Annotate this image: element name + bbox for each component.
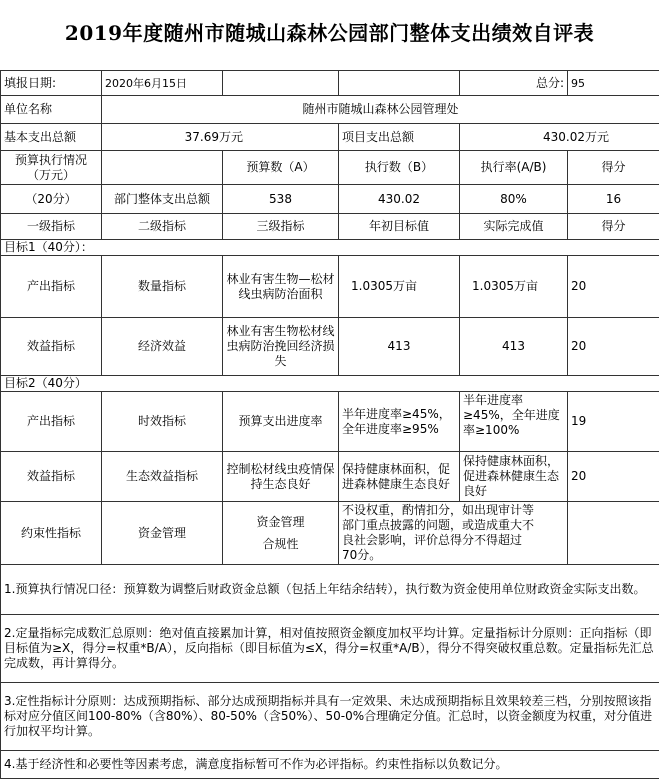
table-row [1,256,659,318]
fill-date-label: 填报日期: [1,71,102,96]
budget-label [1,151,102,185]
score-cell: 20 [568,256,659,318]
unit-row [1,96,659,124]
level1-cell: 效益指标 [1,452,102,502]
budget-row-label: 部门整体支出总额 [102,185,223,214]
total-score-label: 总分: [460,71,568,96]
constraint-text: 不设权重，酌情扣分，如出现审计等部门重点披露的问题，或造成重大不良社会影响，评价总得分不得超过70分。 [339,502,568,565]
unit-label: 单位名称 [1,96,102,124]
level2-cell: 时效指标 [102,392,223,452]
target-cell: 1.0305万亩 [339,256,460,318]
budget-label-line2: （万元） [26,167,75,182]
project-spending-label: 项目支出总额 [339,124,460,151]
level2-cell: 生态效益指标 [102,452,223,502]
table-row [1,318,659,376]
level3-cell: 林业有害生物松材线虫病防治挽回经济损失 [223,318,339,376]
col-budget: 预算数（A） [223,151,339,185]
budget-values-row [1,185,659,214]
level1-cell: 产出指标 [1,256,102,318]
budget-header-row [1,151,659,185]
project-spending-value: 430.02万元 [460,124,659,151]
empty-cell [223,71,339,96]
level2-cell: 数量指标 [102,256,223,318]
target-cell: 413 [339,318,460,376]
note-row [1,615,659,683]
score-cell: 20 [568,318,659,376]
exec-value: 430.02 [339,185,460,214]
level3-cell: 林业有害生物—松材线虫病防治面积 [223,256,339,318]
actual-cell: 1.0305万亩 [460,256,568,318]
rate-value: 80% [460,185,568,214]
budget-label-line1: 预算执行情况 [14,152,87,167]
constraint-level1: 约束性指标 [1,502,102,565]
constraint-level3 [223,502,339,565]
note-4: 4.基于经济性和必要性等因素考虑，满意度指标暂可不作为必评指标。约束性指标以负数记分。 [1,751,659,779]
basic-spending-value: 37.69万元 [102,124,339,151]
constraint-level3-b: 合规性 [262,537,299,551]
indicator-header-row [1,214,659,240]
goal2-label-row [1,376,659,392]
col-exec: 执行数（B） [339,151,460,185]
level2-header: 二级指标 [102,214,223,240]
level1-cell: 效益指标 [1,318,102,376]
goal1-label: 目标1（40分）： [1,240,659,256]
level2-cell: 经济效益 [102,318,223,376]
level3-header: 三级指标 [223,214,339,240]
table-row [1,452,659,502]
budget-value: 538 [223,185,339,214]
col-score: 得分 [568,151,659,185]
constraint-row [1,502,659,565]
page-title: 2019年度随州市随城山森林公园部门整体支出绩效自评表 [64,21,595,45]
actual-cell: 半年进度率≥45%，全年进度率≥100% [460,392,568,452]
table-row [1,392,659,452]
note-1: 1.预算执行情况口径：预算数为调整后财政资金总额（包括上年结余结转），执行数为资金使用单位财政资金实际支出数。 [1,565,659,615]
level3-cell: 预算支出进度率 [223,392,339,452]
note-3: 3.定性指标计分原则：达成预期指标、部分达成预期指标并具有一定效果、未达成预期指标且效果较差三档，分别按照该指标对应分值区间100-80%（含80%）、80-50%（含50%）、50-0%合理确定分值。汇总时，以资金额度为权重，对分值进行加权平均计算。 [1,683,659,751]
empty-cell [102,151,223,185]
note-row [1,751,659,779]
col-rate: 执行率(A/B) [460,151,568,185]
basic-spending-label: 基本支出总额 [1,124,102,151]
constraint-level2: 资金管理 [102,502,223,565]
score-cell: 20 [568,452,659,502]
actual-cell: 保持健康林面积，促进森林健康生态良好 [460,452,568,502]
level1-header: 一级指标 [1,214,102,240]
target-header: 年初目标值 [339,214,460,240]
target-cell: 半年进度率≥45%，全年进度率≥95% [339,392,460,452]
spending-row [1,124,659,151]
evaluation-table [0,70,659,779]
score-value: 16 [568,185,659,214]
note-row [1,565,659,615]
unit-value: 随州市随城山森林公园管理处 [102,96,659,124]
empty-cell [568,502,659,565]
level1-cell: 产出指标 [1,392,102,452]
note-2: 2.定量指标完成数汇总原则：绝对值直接累加计算，相对值按照资金额度加权平均计算。定量指标计分原则：正向指标（即目标值为≥X，得分=权重*B/A），反向指标（即目标值为≤X，得分=权重*A/B），得分不得突破权重总数。定量指标先汇总完成数，再计算得分。 [1,615,659,683]
constraint-level3-a: 资金管理 [256,515,305,529]
empty-cell [339,71,460,96]
target-cell: 保持健康林面积，促进森林健康生态良好 [339,452,460,502]
note-row [1,683,659,751]
score-cell: 19 [568,392,659,452]
level3-cell: 控制松材线虫疫情保持生态良好 [223,452,339,502]
actual-cell: 413 [460,318,568,376]
fill-date-value: 2020年6月15日 [102,71,223,96]
goal2-label: 目标2（40分） [1,376,659,392]
score-header: 得分 [568,214,659,240]
total-score-value: 95 [568,71,659,96]
goal1-label-row [1,240,659,256]
actual-header: 实际完成值 [460,214,568,240]
budget-points: （20分） [1,185,102,214]
fill-date-row [1,71,659,96]
